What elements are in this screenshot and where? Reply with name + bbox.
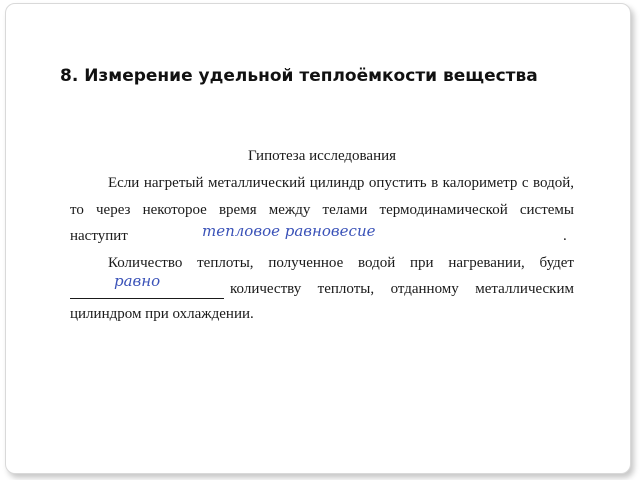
text-line-3-period: . xyxy=(563,228,567,244)
text-line-6: цилиндром при охлаждении. xyxy=(70,306,254,322)
handwritten-answer-2: равно xyxy=(114,272,161,290)
scanned-text-block xyxy=(70,148,574,328)
text-line-3-start: наступит xyxy=(70,228,128,244)
slide-title: 8. Измерение удельной теплоёмкости вещества xyxy=(60,66,538,86)
handwritten-answer-1: тепловое равновесие xyxy=(202,222,376,240)
text-line-2: то через некоторое время между телами термодинамической системы xyxy=(70,202,574,218)
hypothesis-heading: Гипотеза исследования xyxy=(247,148,397,164)
text-line-1: Если нагретый металлический цилиндр опустить в калориметр с водой, xyxy=(108,175,574,191)
text-line-4: Количество теплоты, полученное водой при нагревании, будет xyxy=(108,255,574,271)
text-line-5-end: количеству теплоты, отданному металлическим xyxy=(230,281,574,297)
